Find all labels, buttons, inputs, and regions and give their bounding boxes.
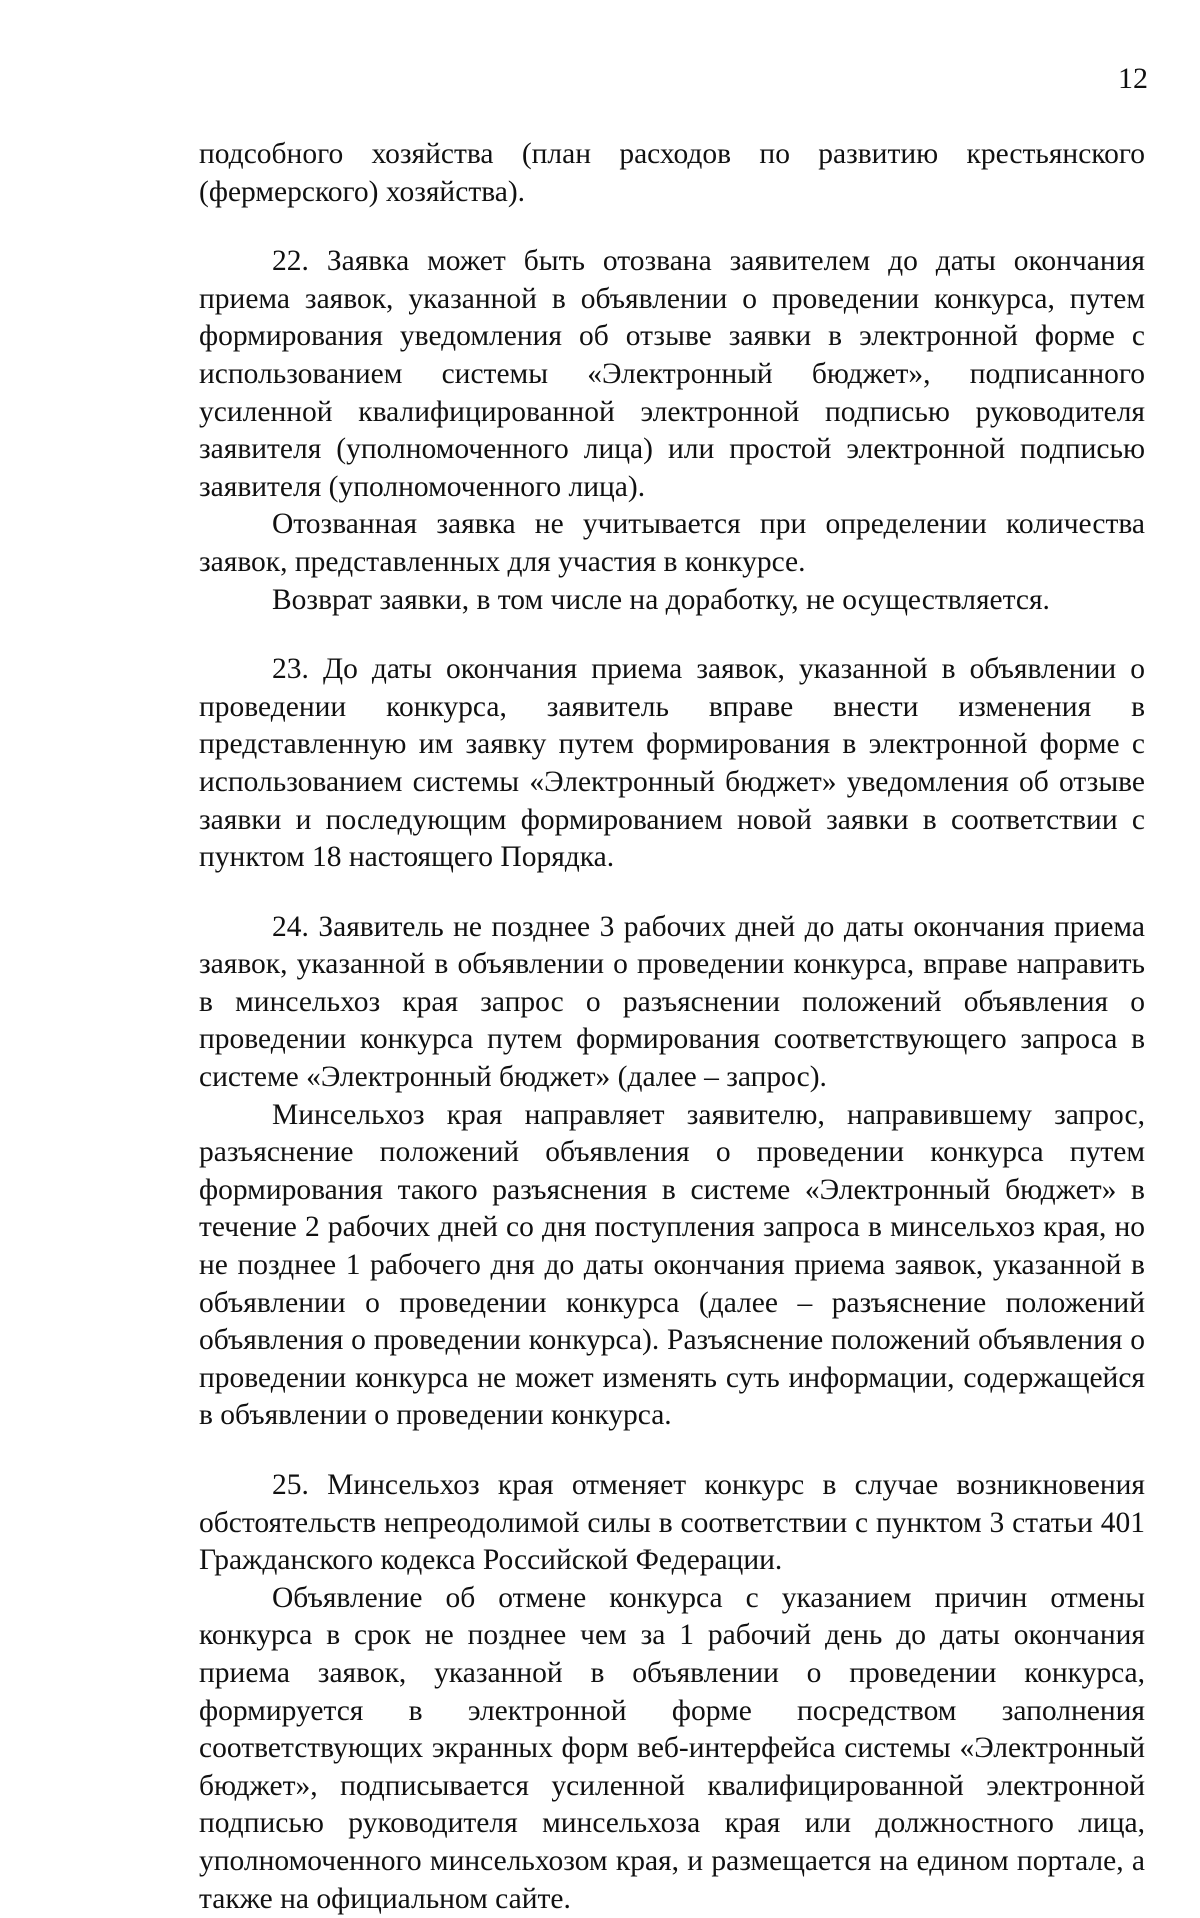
page-number: 12: [1118, 62, 1148, 95]
paragraph-clause-22-withdrawn: Отозванная заявка не учитывается при определении количества заявок, представленных для участия в конкурсе.: [199, 508, 1145, 578]
paragraph-continuation: подсобного хозяйства (план расходов по развитию крестьянского (фермерского) хозяйства).: [199, 138, 1145, 208]
paragraph-clause-25-notice: Объявление об отмене конкурса с указанием причин отмены конкурса в срок не позднее чем за 1 рабочий день до даты окончания приема заявок, указанной в объявлении о проведении конкурса, формируется в электронной форме посредством заполнения соответствующих экранных форм веб-интерфейса системы «Электронный бюджет», подписывается усиленной квалифицированной электронной подписью руководителя минсельхоза края или должностного лица, уполномоченного минсельхозом края, и размещается на едином портале, а также на официальном сайте.: [199, 1581, 1145, 1915]
paragraph-clause-22-return: Возврат заявки, в том числе на доработку, не осуществляется.: [272, 583, 1050, 616]
paragraph-clause-22: 22. Заявка может быть отозвана заявителем до даты окончания приема заявок, указанной в объявлении о проведении конкурса, путем формирования уведомления об отзыве заявки в электронной форме с использованием системы «Электронный бюджет», подписанного усиленной квалифицированной электронной подписью руководителя заявителя (уполномоченного лица) или простой электронной подписью заявителя (уполномоченного лица).: [199, 245, 1145, 503]
document-body: [199, 136, 1145, 1918]
paragraph-clause-24-response: Минсельхоз края направляет заявителю, направившему запрос, разъяснение положений объявления о проведении конкурса путем формирования такого разъяснения в системе «Электронный бюджет» в течение 2 рабочих дней со дня поступления запроса в минсельхоз края, но не позднее 1 рабочего дня до даты окончания приема заявок, указанной в объявлении о проведении конкурса (далее – разъяснение положений объявления о проведении конкурса). Разъяснение положений объявления о проведении конкурса не может изменять суть информации, содержащейся в объявлении о проведении конкурса.: [199, 1098, 1145, 1432]
paragraph-clause-25: 25. Минсельхоз края отменяет конкурс в случае возникновения обстоятельств непреодолимой силы в соответствии с пунктом 3 статьи 401 Гражданского кодекса Российской Федерации.: [199, 1469, 1145, 1577]
paragraph-clause-24: 24. Заявитель не позднее 3 рабочих дней до даты окончания приема заявок, указанной в объявлении о проведении конкурса, вправе направить в минсельхоз края запрос о разъяснении положений объявления о проведении конкурса путем формирования соответствующего запроса в системе «Электронный бюджет» (далее – запрос).: [199, 910, 1145, 1094]
paragraph-clause-23: 23. До даты окончания приема заявок, указанной в объявлении о проведении конкурса, заявитель вправе внести изменения в представленную им заявку путем формирования в электронной форме с использованием системы «Электронный бюджет» уведомления об отзыве заявки и последующим формированием новой заявки в соответствии с пунктом 18 настоящего Порядка.: [199, 653, 1145, 874]
